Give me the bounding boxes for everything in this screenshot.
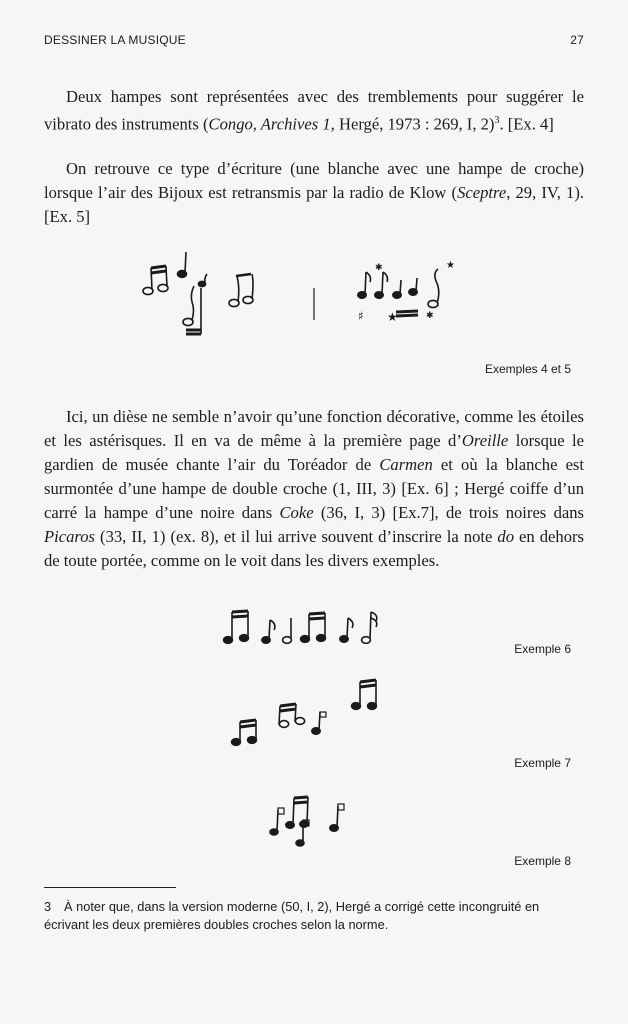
note-name: do xyxy=(497,527,514,546)
title-reference: Picaros xyxy=(44,527,96,546)
text-run: (36, I, 3) [Ex.7], de trois noires dans xyxy=(313,503,584,522)
title-reference: Carmen xyxy=(379,455,433,474)
running-header xyxy=(44,33,584,47)
text-run: . [Ex. 4] xyxy=(499,114,554,134)
star-symbol: ★ xyxy=(446,260,455,271)
page-number: 27 xyxy=(570,33,584,47)
footnote-text: À noter que, dans la version moderne (50, I, 2), Hergé a corrigé cette incongruité en écrivant les deux premières doubles croches selon la norme. xyxy=(44,899,540,932)
text-run: lorsque le gardien de musée chante l’air du Toréador de xyxy=(44,431,585,474)
text-run: On retrouve ce type d’écriture (une blanche avec une hampe de croche) lorsque l’air des Bijoux est retransmis par la radio de Klow ( xyxy=(44,159,584,202)
text-run: (33, II, 1) (ex. 8), et il lui arrive souvent d’inscrire la note xyxy=(95,527,498,546)
title-reference: Coke xyxy=(279,503,314,522)
music-example-6 xyxy=(220,606,400,652)
footnote xyxy=(44,898,584,934)
caption-example-6: Exemple 6 xyxy=(514,642,571,656)
asterisk-symbol: ✱ xyxy=(375,263,383,273)
text-run: et où la blanche est surmontée d’une hampe de double croche (1, III, 3) [Ex. 6] ; Hergé coiffe d’un carré la hampe d’une noire dans xyxy=(44,455,584,522)
text-run: Deux hampes sont représentées avec des tremblements pour suggérer le vibrato des instruments ( xyxy=(44,87,584,134)
footnote-marker[interactable]: 3 xyxy=(494,115,500,126)
header-title: DESSINER LA MUSIQUE xyxy=(44,33,186,47)
star-symbol: ★ xyxy=(387,310,398,324)
music-example-8 xyxy=(266,790,356,852)
footnote-number: 3 xyxy=(44,899,52,914)
paragraph-2 xyxy=(44,157,584,229)
sharp-symbol: ♯ xyxy=(358,309,364,323)
text-run: Hergé, 1973 : 269, I, 2) xyxy=(334,114,495,134)
text-run: Ici, un dièse ne semble n’avoir qu’une fonction décorative, comme les étoiles et les astérisques. Il en va de même à la première page d’ xyxy=(44,407,584,450)
text-run: , 29, IV, 1). [Ex. 5] xyxy=(44,183,584,226)
title-reference: Congo, Archives 1, xyxy=(208,114,335,134)
title-reference: Oreille xyxy=(461,431,509,450)
paragraph-3 xyxy=(44,405,584,573)
caption-examples-4-5: Exemples 4 et 5 xyxy=(484,362,571,376)
music-example-7 xyxy=(226,676,386,748)
text-run: en dehors de toute portée, comme on le voit dans les divers exemples. xyxy=(44,527,584,570)
title-reference: Sceptre xyxy=(457,183,507,202)
asterisk-symbol: ✱ xyxy=(426,311,434,321)
caption-example-8: Exemple 8 xyxy=(514,854,571,868)
paragraph-1 xyxy=(44,85,584,137)
caption-example-7: Exemple 7 xyxy=(514,756,571,770)
music-example-4-5 xyxy=(130,248,490,348)
footnote-rule xyxy=(44,887,176,888)
